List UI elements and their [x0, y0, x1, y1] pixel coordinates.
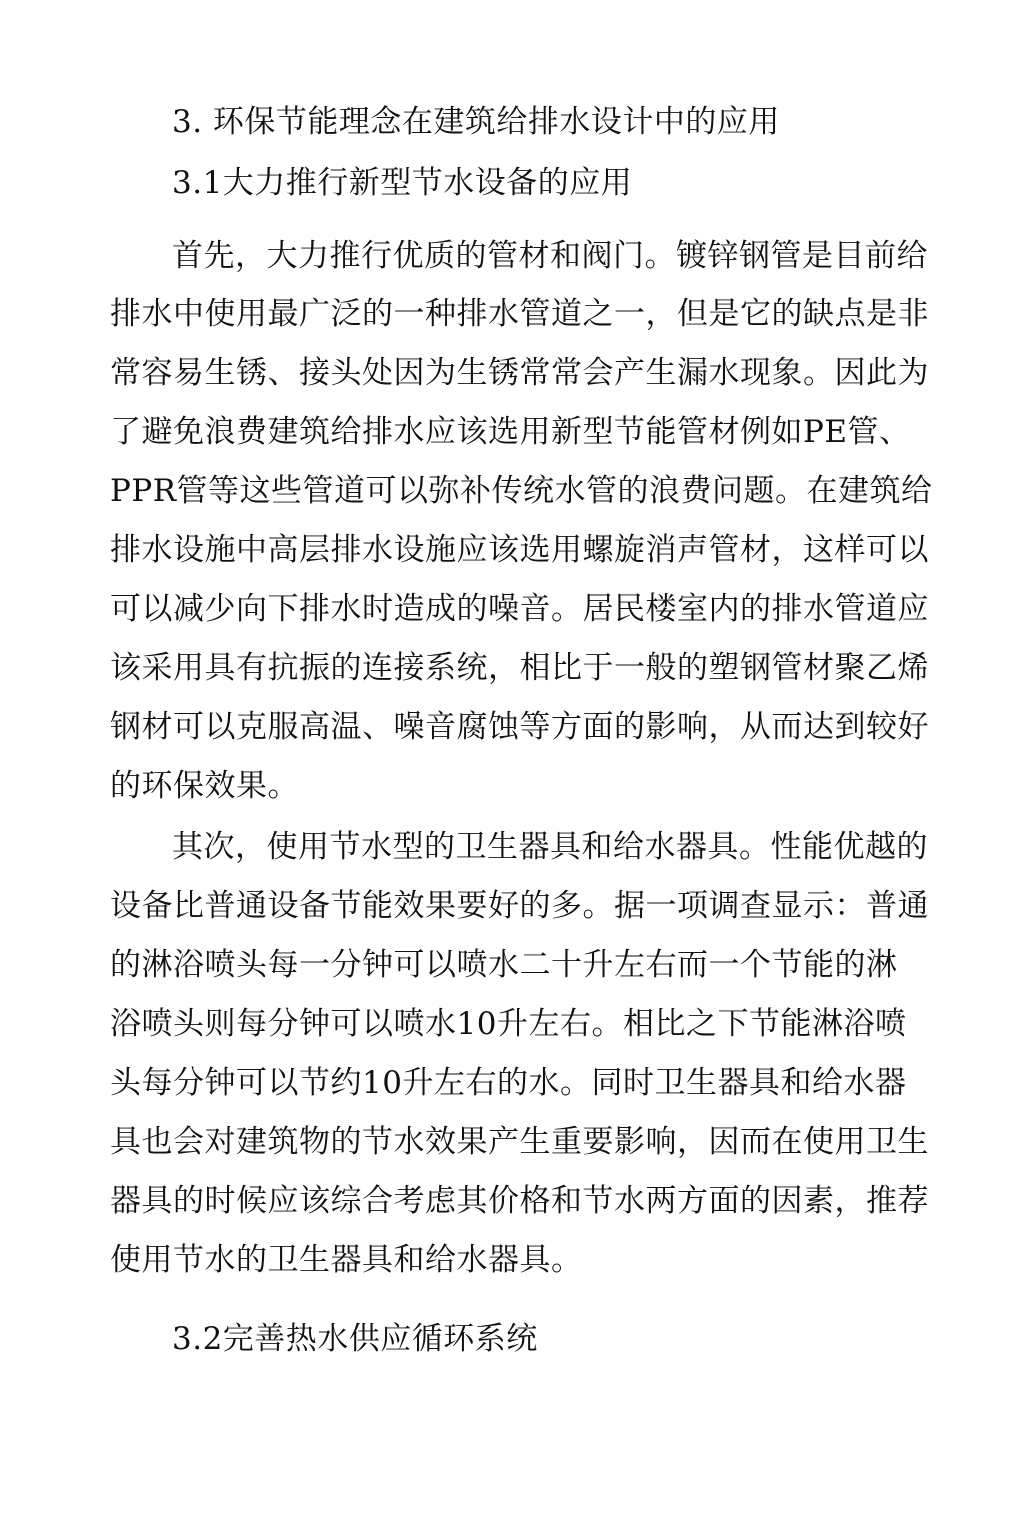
paragraph-line: 的淋浴喷头每一分钟可以喷水二十升左右而一个节能的淋 [110, 947, 898, 983]
paragraph-line: 首先，大力推行优质的管材和阀门。镀锌钢管是目前给 [172, 238, 928, 274]
paragraph-line: PPR管等这些管道可以弥补传统水管的浪费问题。在建筑给 [110, 473, 933, 509]
paragraph-line: 具也会对建筑物的节水效果产生重要影响，因而在使用卫生 [110, 1124, 929, 1160]
paragraph-line: 该采用具有抗振的连接系统，相比于一般的塑钢管材聚乙烯 [110, 650, 929, 686]
paragraph-line: 排水中使用最广泛的一种排水管道之一，但是它的缺点是非 [110, 296, 929, 332]
paragraph-line: 排水设施中高层排水设施应该选用螺旋消声管材，这样可以 [110, 532, 929, 568]
section-heading-3: 3. 环保节能理念在建筑给排水设计中的应用 [172, 104, 780, 140]
subsection-heading-3-2: 3.2完善热水供应循环系统 [172, 1321, 538, 1357]
paragraph-line: 器具的时候应该综合考虑其价格和节水两方面的因素，推荐 [110, 1183, 929, 1219]
paragraph-line: 的环保效果。 [110, 768, 299, 804]
paragraph-line: 使用节水的卫生器具和给水器具。 [110, 1242, 583, 1278]
paragraph-line: 其次，使用节水型的卫生器具和给水器具。性能优越的 [172, 829, 928, 865]
paragraph-line: 设备比普通设备节能效果要好的多。据一项调查显示：普通 [110, 888, 929, 924]
paragraph-line: 钢材可以克服高温、噪音腐蚀等方面的影响，从而达到较好 [110, 709, 929, 745]
paragraph-line: 可以减少向下排水时造成的噪音。居民楼室内的排水管道应 [110, 591, 929, 627]
paragraph-line: 了避免浪费建筑给排水应该选用新型节能管材例如PE管、 [110, 414, 911, 450]
paragraph-line: 浴喷头则每分钟可以喷水10升左右。相比之下节能淋浴喷 [110, 1006, 907, 1042]
subsection-heading-3-1: 3.1大力推行新型节水设备的应用 [172, 165, 633, 201]
paragraph-line: 头每分钟可以节约10升左右的水。同时卫生器具和给水器 [110, 1065, 907, 1101]
paragraph-line: 常容易生锈、接头处因为生锈常常会产生漏水现象。因此为 [110, 355, 929, 391]
